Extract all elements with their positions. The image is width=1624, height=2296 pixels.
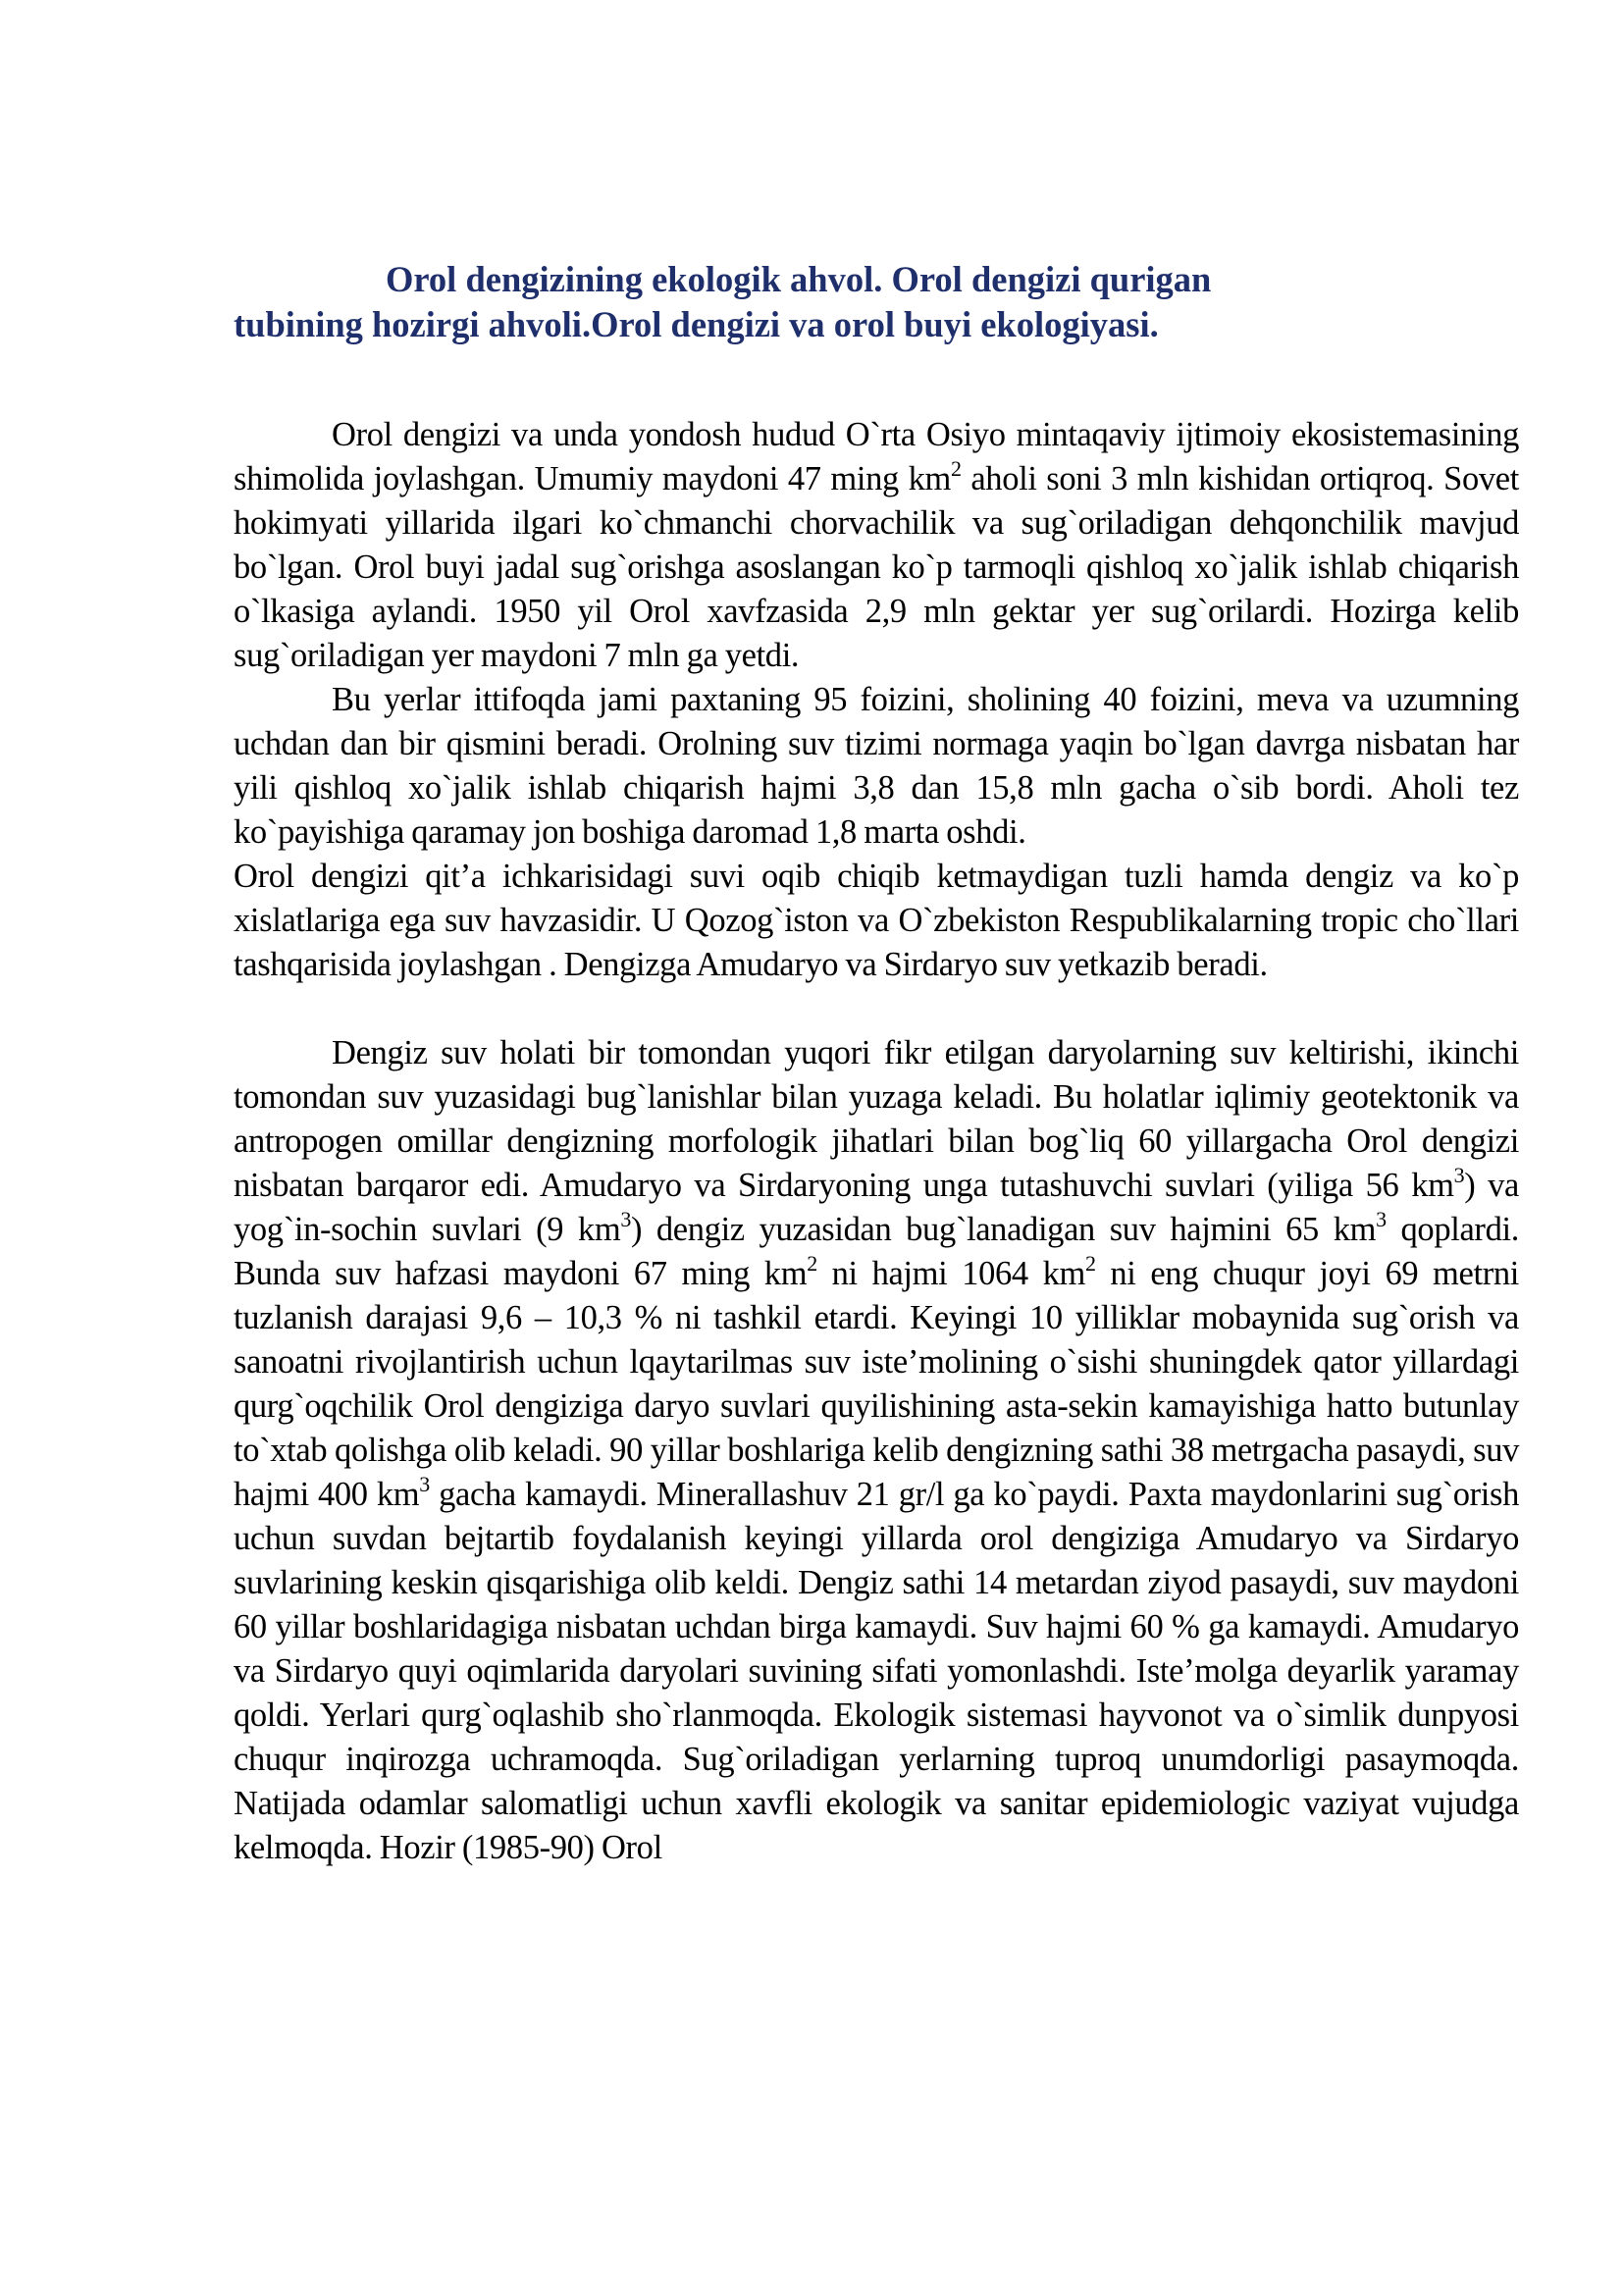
superscript: 3 (419, 1472, 430, 1496)
superscript: 3 (620, 1207, 631, 1231)
superscript: 3 (1453, 1163, 1465, 1187)
title-line-2: tubining hozirgi ahvoli.Orol dengizi va orol buyi ekologiyasi. (234, 304, 1159, 344)
paragraph-4-text-5: ni hajmi 1064 km (816, 1255, 1085, 1292)
paragraph-4-text-6: ni eng chuqur joyi 69 metrni tuzlanish darajasi 9,6 – 10,3 % ni tashkil etardi. Keyingi 10 yilliklar mobaynida sug`orish va sanoatni rivojlantirish uchun lqaytarilmas suv iste’molining o`sishi shuningdek qator yillardagi qurg`oqchilik Orol dengiziga daryo suvlari quyilishining asta-sekin kamayishiga hatto butunlay to`xtab qolishga olib keladi. 90 yillar boshlariga kelib dengizning sathi 38 metrgacha pasaydi, suv hajmi 400 km (234, 1255, 1519, 1513)
superscript: 2 (1084, 1251, 1096, 1276)
superscript: 3 (1376, 1207, 1387, 1231)
title-line-1: Orol dengizining ekologik ahvol. Orol dengizi qurigan (386, 259, 1212, 299)
document-title (234, 257, 1519, 347)
paragraph-3: Orol dengizi qit’a ichkarisidagi suvi oqib chiqib ketmaydigan tuzli hamda dengiz va ko`p xislatlariga ega suv havzasidir. U Qozog`iston va O`zbekiston Respublikalarning tropic cho`llari tashqarisida joylashgan . Dengizga Amudaryo va Sirdaryo suv yetkazib beradi. (234, 858, 1519, 983)
superscript: 2 (807, 1251, 817, 1276)
paragraph-4-text-7: gacha kamaydi. Minerallashuv 21 gr/l ga ko`paydi. Paxta maydonlarini sug`orish uchun suvdan bejtartib foydalanish keyingi yillarda orol dengiziga Amudaryo va Sirdaryo suvlarining keskin qisqarishiga olib keldi. Dengiz sathi 14 metardan ziyod pasaydi, suv maydoni 60 yillar boshlaridagiga nisbatan uchdan birga kamaydi. Suv hajmi 60 % ga kamaydi. Amudaryo va Sirdaryo quyi oqimlarida daryolari suvining sifati yomonlashdi. Iste’molga deyarlik yaramay qoldi. Yerlari qurg`oqlashib sho`rlanmoqda. Ekologik sistemasi hayvonot va o`simlik dunpyosi chuqur inqirozga uchramoqda. Sug`oriladigan yerlarning tuproq unumdorligi pasaymoqda. Natijada odamlar salomatligi uchun xavfli ekologik va sanitar epidemiologic vaziyat vujudga kelmoqda. Hozir (1985-90) Orol (234, 1476, 1519, 1866)
paragraph-2: Bu yerlar ittifoqda jami paxtaning 95 foizini, sholining 40 foizini, meva va uzumning uchdan dan bir qismini beradi. Orolning suv tizimi normaga yaqin bo`lgan davrga nisbatan har yili qishloq xo`jalik ishlab chiqarish hajmi 3,8 dan 15,8 mln gacha o`sib bordi. Aholi tez ko`payishiga qaramay jon boshiga daromad 1,8 marta oshdi. (234, 681, 1519, 851)
paragraph-4-text-2: ) va yog`in-sochin suvlari (9 km (234, 1167, 1519, 1248)
paragraph-4 (234, 1031, 1519, 1870)
paragraph-4-text-1: Dengiz suv holati bir tomondan yuqori fikr etilgan daryolarning suv keltirishi, ikinchi tomondan suv yuzasidagi bug`lanishlar bilan yuzaga keladi. Bu holatlar iqlimiy geotektonik va antropogen omillar dengizning morfologik jihatlari bilan bog`liq 60 yillargacha Orol dengizi nisbatan barqaror edi. Amudaryo va Sirdaryoning unga tutashuvchi suvlari (yiliga 56 km (234, 1034, 1519, 1204)
paragraph-4-text-3: ) dengiz yuzasidan bug`lanadigan suv hajmini 65 km (630, 1211, 1377, 1248)
paragraph-1 (234, 413, 1519, 678)
paragraph-4-text-4: qoplardi. Bunda suv hafzasi maydoni 67 ming km (234, 1211, 1519, 1292)
paragraph-1-text-a: Orol dengizi va unda yondosh hudud O`rta Osiyo mintaqaviy ijtimoiy ekosistemasining shimolida joylashgan. Umumiy maydoni 47 ming km (234, 416, 1519, 497)
paragraph-1-text-b: aholi soni 3 mln kishidan ortiqroq. Sovet hokimyati yillarida ilgari ko`chmanchi chorvachilik va sug`oriladigan dehqonchilik mavjud bo`lgan. Orol buyi jadal sug`orishga asoslangan ko`p tarmoqli qishloq xo`jalik ishlab chiqarish o`lkasiga aylandi. 1950 yil Orol xavfzasida 2,9 mln gektar yer sug`orilardi. Hozirga kelib sug`oriladigan yer maydoni 7 mln ga yetdi. (234, 460, 1519, 674)
document-page (234, 257, 1519, 1870)
superscript: 2 (950, 456, 962, 481)
